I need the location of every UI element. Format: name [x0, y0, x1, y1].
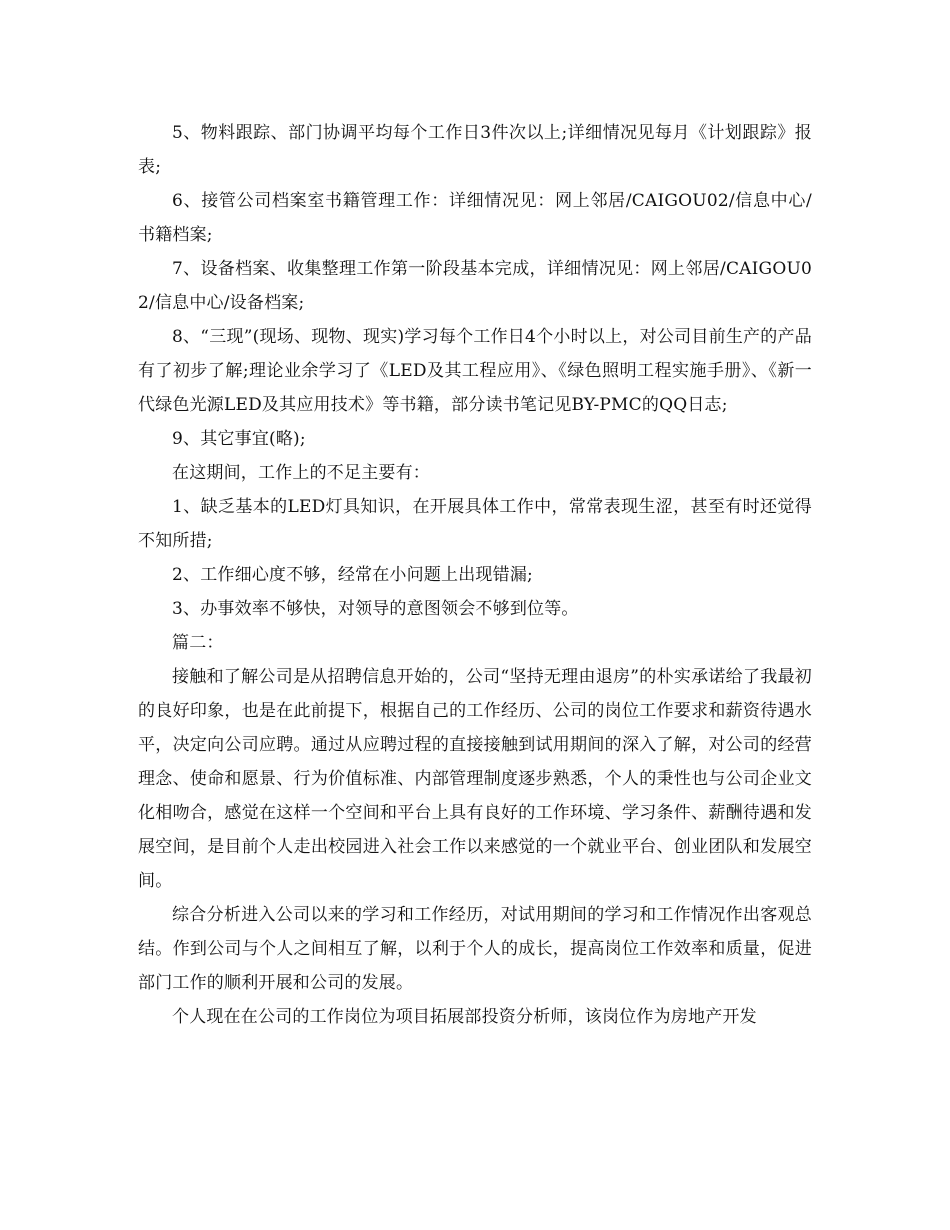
document-body: [138, 116, 812, 1034]
paragraph-current-position: 个人现在在公司的工作岗位为项目拓展部投资分析师，该岗位作为房地产开发: [172, 1007, 757, 1027]
paragraph-shortcoming-1: 1、缺乏基本的LED灯具知识，在开展具体工作中，常常表现生涩，甚至有时还觉得不知所措;: [138, 497, 812, 551]
paragraph-material-tracking: 5、物料跟踪、部门协调平均每个工作日3件次以上;详细情况见每月《计划跟踪》报表;: [138, 123, 812, 177]
paragraph-other-matters: 9、其它事宜(略);: [172, 429, 306, 449]
paragraph-summary-analysis: 综合分析进入公司以来的学习和工作经历，对试用期间的学习和工作情况作出客观总结。作到公司与个人之间相互了解，以利于个人的成长，提高岗位工作效率和质量，促进部门工作的顺利开展和公司的发展。: [138, 905, 812, 993]
paragraph-shortcomings-intro: 在这期间，工作上的不足主要有：: [172, 463, 430, 483]
paragraph-shortcoming-3: 3、办事效率不够快，对领导的意图领会不够到位等。: [172, 599, 579, 619]
section-heading-part-two: 篇二：: [172, 633, 224, 653]
paragraph-archive-management: 6、接管公司档案室书籍管理工作：详细情况见：网上邻居/CAIGOU02/信息中心/书籍档案;: [138, 191, 812, 245]
paragraph-shortcoming-2: 2、工作细心度不够，经常在小问题上出现错漏;: [172, 565, 533, 585]
paragraph-company-introduction: 接触和了解公司是从招聘信息开始的，公司“坚持无理由退房”的朴实承诺给了我最初的良好印象，也是在此前提下，根据自己的工作经历、公司的岗位工作要求和薪资待遇水平，决定向公司应聘。通过从应聘过程的直接接触到试用期间的深入了解，对公司的经营理念、使命和愿景、行为价值标准、内部管理制度逐步熟悉，个人的秉性也与公司企业文化相吻合，感觉在这样一个空间和平台上具有良好的工作环境、学习条件、薪酬待遇和发展空间，是目前个人走出校园进入社会工作以来感觉的一个就业平台、创业团队和发展空间。: [138, 667, 812, 891]
paragraph-equipment-archive: 7、设备档案、收集整理工作第一阶段基本完成，详细情况见：网上邻居/CAIGOU02/信息中心/设备档案;: [138, 259, 812, 313]
paragraph-three-actuals-study: 8、“三现”(现场、现物、现实)学习每个工作日4个小时以上，对公司目前生产的产品有了初步了解;理论业余学习了《LED及其工程应用》、《绿色照明工程实施手册》、《新一代绿色光源LED及其应用技术》等书籍，部分读书笔记见BY-PMC的QQ日志;: [138, 327, 812, 415]
